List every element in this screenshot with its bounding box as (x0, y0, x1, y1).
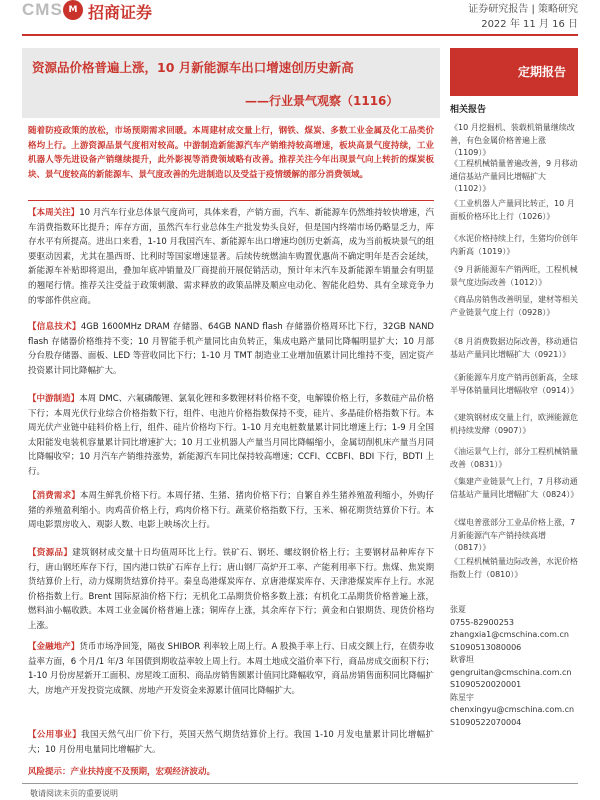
related-report[interactable]: 《建筑钢材成交量上行，欧洲能源危机持续发酵（0907）》 (450, 413, 578, 435)
analyst-cert: S1090522070004 (450, 717, 522, 727)
analyst-email[interactable]: chenxingyu@cmschina.com.cn (450, 705, 575, 714)
section-text: 我国天然气出厂价下行，英国天然气期货结算价上行。我国 1-10 月发电量累计同比增幅扩大；10 月份用电量同比增幅扩大。 (28, 730, 434, 755)
related-report[interactable]: 《9 月新能源车产销两旺，工程机械景气度边际改善（1012）》 (450, 265, 578, 287)
logo-cms-text: CMS (22, 0, 63, 19)
summary-text: 随着防疫政策的放松，市场预期需求回暖。本周建材成交量上行，钢铁、煤炭、多数工业金属及化工品类价格均上行。上游资源品景气度相对较高。中游制造新能源汽车产销维持较高增速，板块高景气度持续，工业机器人等先进设备产销继续提升，此外影视等消费领域略有改善。推荐关注今年出现景气向上转折的煤炭板块、景气度较高的新能源车、景气度改善的先进制造以及受益于疫情缓解的部分消费领域。 (28, 126, 434, 180)
section-label: 【本周关注】 (28, 208, 80, 218)
related-report[interactable]: 《工程机械销量普遍改善，9 月移动通信基站产量同比增幅扩大（1102）》 (450, 159, 578, 193)
section-utilities (28, 728, 434, 757)
related-report[interactable]: 《10 月挖掘机、装载机销量继续改善，有色金属价格普遍上涨（1109）》 (450, 123, 575, 157)
report-tag (450, 63, 578, 80)
section-label: 【中游制造】 (28, 394, 80, 404)
section-finance (28, 640, 434, 698)
section-consumer (28, 489, 434, 533)
section-text: 本周 DMC、六氟磷酸锂、氯氧化锂和多数锂材料价格不变，电解镍价格上行，多数硅产品价格下行；本周光伏行业综合价格指数下行，组件、电池片价格指数保持不变，硅片、多晶硅价格指数下行。本周光伏产业链中硅料价格上行，组件、硅片价格均下行。1-10 月充电桩数量累计同比增速上行；1-9 月全国太阳能发电装机容量累计同比增速扩大；10 月工业机器人产量当月同比降幅缩小，金属切削机床产量当月同比降幅收窄；10 月汽车产销维持涨势，新能源汽车同比保持较高增速；CCFI、CCBFI、BDI 下行，BDTI 上行。 (28, 394, 434, 477)
section-label: 【信息技术】 (28, 322, 81, 332)
report-tag-label: 定期报告 (517, 65, 566, 79)
related-report[interactable]: 《工程机械销量边际改善，水泥价格指数上行（0810）》 (450, 557, 578, 579)
report-title: 资源品价格普遍上涨，10 月新能源车出口增速创历史新高 (32, 60, 354, 75)
report-date: 2022 年 11 月 16 日 (481, 19, 578, 30)
section-label: 【资源品】 (28, 548, 73, 558)
risk-warning: 风险提示：产业扶持度不及预期，宏观经济波动。 (28, 767, 216, 777)
related-report[interactable]: 《新能源车月度产销再创新高，全球半导体销量同比增幅收窄（0914）》 (450, 373, 579, 395)
report-type: 证券研究报告 | 策略研究 (468, 4, 578, 15)
analyst-name: 张夏 (450, 605, 466, 614)
related-report[interactable]: 《油运景气上行，部分工程机械销量改善（0831）》 (450, 447, 578, 469)
logo-mark-icon: M (63, 0, 83, 20)
section-resources (28, 546, 434, 634)
related-report[interactable]: 《商品房销售改善明显，建材等相关产业链景气度上行（0928）》 (450, 295, 578, 317)
report-subtitle: ——行业景气观察（1116） (245, 94, 399, 108)
section-text: 10 月汽车行业总体景气度尚可，具体来看，产销方面，汽车、新能源车仍然维持较快增速，汽车消费指数环比提升；库存方面，虽然汽车行业总体生产批发势头良好，但是国内终端市场仍略显乏力，库存水平有所提高。进出口来看，1-10 月我国汽车、新能源车出口增速均创历史新高，成为当前板块景气的组要驱动因素，尤其在墨西哥、比利时等国家增速显著。后续传统燃油车购置优惠尚不确定明年是否会延续，新能源车补贴即将退出，叠加年底冲销量及厂商提前开展促销活动，预计年末汽车及新能源车销量会有明显的翘尾行情。推荐关注受益于政策刺激、需求释放的政策品牌及顺应电动化、智能化趋势、具有全球竞争力的零部件供应商。 (28, 208, 434, 306)
analyst-email[interactable]: gengruitan@cmschina.com.cn (450, 667, 572, 677)
section-text: 建筑钢材成交量十日均值周环比上行。铁矿石、钢坯、螺纹钢价格上行；主要钢材品种库存下行，唐山钢坯库存下行，国内港口铁矿石库存上行；唐山钢厂高炉开工率、产能利用率下行。焦煤、焦炭期货结算价上行，动力煤期货结算价持平。秦皇岛港煤炭库存、京唐港煤炭库存、天津港煤炭库存上行。水泥价格指数上行。Brent 国际原油价格下行；无机化工品期货价格多数上涨；有机化工品期货价格普遍上涨，燃料油小幅收跌。本周工业金属价格普遍上涨；铜库存上涨，其余库存下行；黄金和白银期货、现货价格均上涨。 (28, 548, 434, 631)
related-report[interactable]: 《8 月消费数据边际改善，移动通信基站产量同比增幅扩大（0921）》 (450, 337, 578, 359)
related-report[interactable]: 《煤电普涨部分工业品价格上涨，7 月新能源汽车产销持续高增（0817）》 (450, 518, 576, 552)
footer-divider (22, 783, 578, 784)
section-text: 货币市场净回笼，隔夜 SHIBOR 利率较上周上行。A 股换手率上行、日成交额上行，在债券收益率方面，6 个月/1 年/3 年国债到期收益率较上周上行。本周土地成交溢价率下行，商品房成交面积下行；1-10 月份房屋新开工面积、房屋竣工面积、商品房销售额累计值同比降幅收窄，商品房销售面积同比降幅扩大，房地产开发投资完成额、房地产开发资金来源累计值同比降幅扩大。 (28, 642, 434, 696)
related-report[interactable]: 《工业机器人产量同比转正，10 月面板价格环比上行（1026）》 (450, 199, 575, 221)
section-it (28, 320, 434, 378)
section-text: 4GB 1600MHz DRAM 存储器、64GB NAND flash 存储器价格周环比下行，32GB NAND flash 存储器价格维持不变；10 月智能手机产量同比由负转正，集成电路产量同比降幅明显扩大；10 月部分台股存储器、面板、LED 等营收同比下行；1-10 月 TMT 制造业工业增加值累计同比维持不变，固定资产投资累计同比降幅扩大。 (28, 322, 434, 376)
related-report[interactable]: 《集建产业链景气上行，7 月移动通信基站产量同比增幅扩大（0824）》 (450, 477, 579, 499)
analyst-contact (450, 604, 578, 729)
related-report[interactable]: 《水泥价格持续上行，生猪均价创年内新高（1019）》 (450, 234, 578, 256)
related-reports-heading: 相关报告 (450, 105, 487, 115)
section-text: 本周生鲜乳价格下行。本周仔猪、生猪、猪肉价格下行；自繁自养生猪养殖盈利缩小，外购仔猪的养殖盈利缩小。肉鸡苗价格上行，鸡肉价格下行。蔬菜价格指数下行，玉米、棉花期货结算价下行。本周电影票房收入、观影人数、电影上映场次上行。 (28, 491, 434, 531)
analyst-name: 耿睿坦 (450, 655, 474, 664)
header-divider (22, 34, 578, 36)
section-label: 【公用事业】 (28, 730, 82, 740)
section-label: 【金融地产】 (28, 642, 80, 652)
logo-chinese-name: 招商证券 (88, 3, 153, 22)
analyst-name: 陈星宇 (450, 692, 474, 702)
analyst-cert: S1090520020001 (450, 680, 522, 689)
section-focus (28, 206, 434, 308)
analyst-email[interactable]: zhangxia1@cmschina.com.cn (450, 630, 569, 639)
section-label: 【消费需求】 (28, 491, 80, 501)
footer-disclaimer: 敬请阅读末页的重要说明 (30, 789, 118, 798)
summary-divider (28, 200, 434, 201)
analyst-phone: 0755-82900253 (450, 617, 514, 627)
section-midstream (28, 392, 434, 480)
analyst-cert: S1090513080006 (450, 642, 522, 652)
